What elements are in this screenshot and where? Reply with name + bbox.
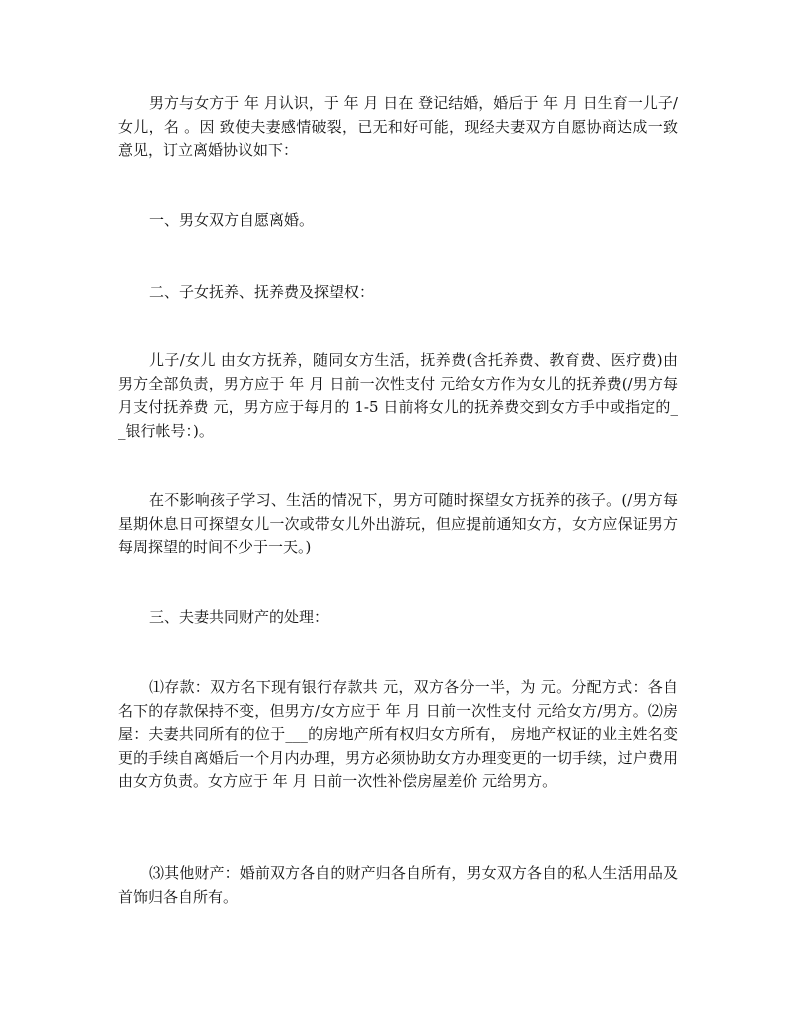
section-heading-divorce: 一、男女双方自愿离婚。 xyxy=(149,211,315,229)
child-support-paragraph: 儿子/女儿 由女方抚养，随同女方生活，抚养费(含托养费、教育费、医疗费)由男方全部负责，男方应于 年 月 日前一次性支付 元给女方作为女儿的抚养费(/男方每月支付抚养费 元，男方应于每月的 1-5 日前将女儿的抚养费交到女方手中或指定的__银行帐号：)。 xyxy=(118,351,678,440)
savings-and-house-paragraph: ⑴存款：双方名下现有银行存款共 元，双方各分一半，为 元。分配方式：各自名下的存款保持不变，但男方/女方应于 年 月 日前一次性支付 元给女方/男方。⑵房屋：夫妻共同所有的位于___的房地产所有权归女方所有， 房地产权证的业主姓名变更的手续自离婚后一个月内办理，男方必须协助女方办理变更的一切手续，过户费用由女方负责。女方应于 年 月 日前一次性补偿房屋差价 元给男方。 xyxy=(118,678,678,791)
section-heading-child-custody: 二、子女抚养、抚养费及探望权： xyxy=(149,283,375,301)
visitation-paragraph: 在不影响孩子学习、生活的情况下，男方可随时探望女方抚养的孩子。(/男方每星期休息日可探望女儿一次或带女儿外出游玩，但应提前通知女方，女方应保证男方每周探望的时间不少于一天。) xyxy=(118,491,678,557)
other-property-paragraph: ⑶其他财产：婚前双方各自的财产归各自所有，男女双方各自的私人生活用品及首饰归各自所有。 xyxy=(118,864,678,906)
intro-paragraph: 男方与女方于 年 月认识，于 年 月 日在 登记结婚，婚后于 年 月 日生育一儿子/女儿，名 。因 致使夫妻感情破裂，已无和好可能，现经夫妻双方自愿协商达成一致意见，订立离婚协议如下： xyxy=(118,94,678,160)
section-heading-property: 三、夫妻共同财产的处理： xyxy=(149,608,330,626)
